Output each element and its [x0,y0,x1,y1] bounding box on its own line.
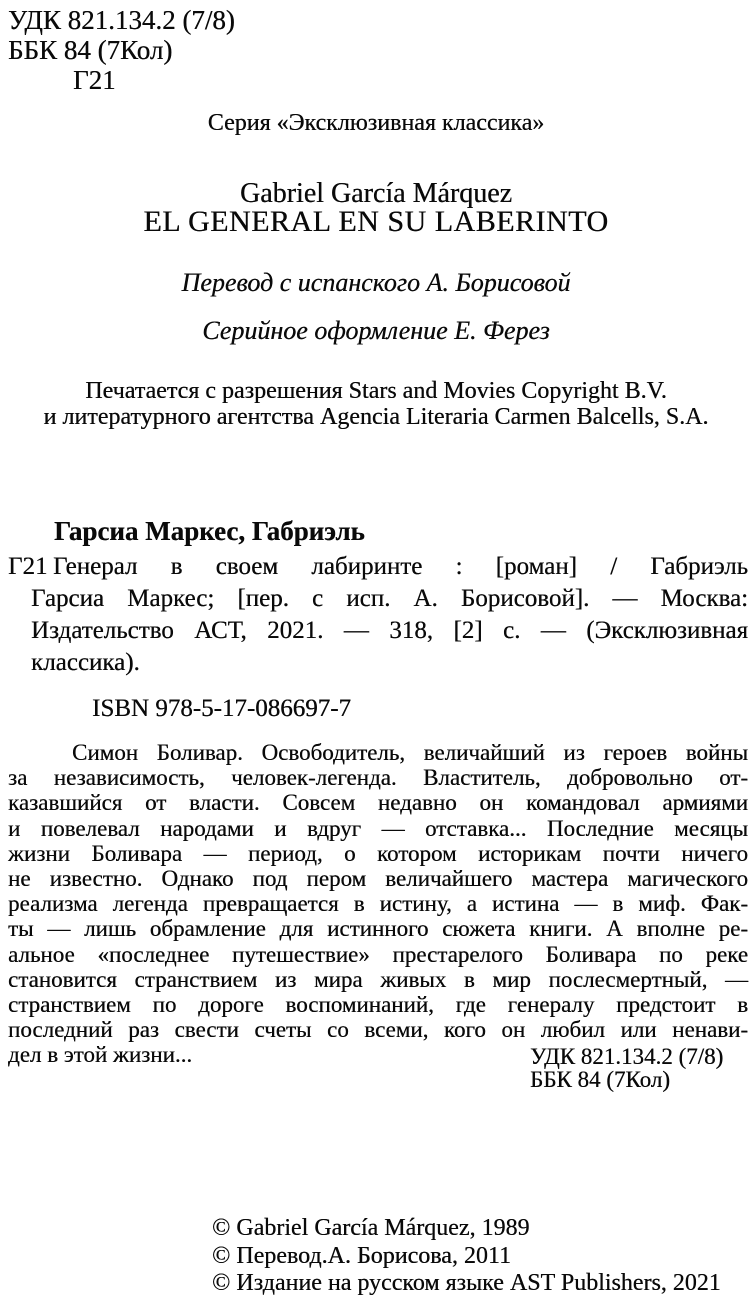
isbn: ISBN 978-5-17-086697-7 [92,695,352,722]
series-name: Серия «Эксклюзивная классика» [207,110,545,136]
annotation-line: ты — лишь обрамление для истинного сюжета книги. А вполне ре- [8,916,748,942]
copyright-line-translation: © Перевод.А. Борисова, 2011 [212,1242,511,1269]
catalog-entry [31,551,748,679]
annotation-line: не известно. Однако под пером величайшего мастера магического [8,866,748,892]
annotation-line: реализма легенда превращается в истину, а истина — в миф. Фак- [8,891,748,917]
copyright-line-edition: © Издание на русском языке AST Publishers, 2021 [212,1270,721,1296]
annotation-line: дел в этой жизни... [8,1042,193,1068]
annotation-line: жизни Боливара — период, о котором историкам почти ничего [8,840,748,866]
catalog-entry-line: Гарсиа Маркес; [пер. с исп. А. Борисовой]. — Москва: [31,585,748,612]
annotation-line: становится странствием из мира живых в мир послесмертный, — [8,966,748,992]
catalog-entry-line: Генерал в своем лабиринте : [роман] / Габриэль [53,553,748,580]
annotation-line: последний раз свести счеты со всеми, кого он любил или ненави- [8,1017,748,1043]
bibliographic-codes-bottom [530,1045,723,1091]
original-title: EL GENERAL EN SU LABERINTO [143,205,609,238]
annotation-line: за независимость, человек-легенда. Властитель, добровольно от- [8,765,748,791]
copyright-block [212,1215,721,1296]
copyright-line-author: © Gabriel García Márquez, 1989 [212,1215,530,1241]
udk-code-bottom: УДК 821.134.2 (7/8) [530,1044,724,1069]
catalog-entry-line: классика). [31,649,140,676]
annotation-line: казавшийся от власти. Совсем недавно он командовал армиями [8,790,748,816]
permission-line-2: и литературного агентства Agencia Literaria Carmen Balcells, S.A. [43,404,709,430]
design-credit: Серийное оформление Е. Ферез [202,316,550,345]
annotation-line: альное «последнее путешествие» престарелого Боливара по реке [8,941,748,967]
annotation [8,740,748,1068]
bbk-code-top: ББК 84 (7Кол) [8,35,173,65]
udk-code-top: УДК 821.134.2 (7/8) [8,5,235,35]
original-author: Gabriel García Márquez [239,178,513,209]
permission-line-1: Печатается с разрешения Stars and Movies Copyright B.V. [85,378,667,404]
catalog-entry-line: Издательство АСТ, 2021. — 318, [2] с. — (Эксклюзивная [31,617,748,644]
annotation-line: и повелевал народами и вдруг — отставка... Последние месяцы [8,815,748,841]
bbk-code-bottom: ББК 84 (7Кол) [530,1067,670,1092]
catalog-entry-code: Г21 [8,553,48,580]
annotation-line: Симон Боливар. Освободитель, величайший из героев войны [72,740,748,765]
author-sign-code: Г21 [73,65,116,95]
annotation-line: странствием по дороге воспоминаний, где генералу предстоит в [8,992,748,1018]
permission-notice [0,378,752,430]
bibliographic-codes-top [8,5,235,95]
translation-credit: Перевод с испанского А. Борисовой [181,268,571,297]
catalog-author-heading: Гарсиа Маркес, Габриэль [54,516,365,546]
